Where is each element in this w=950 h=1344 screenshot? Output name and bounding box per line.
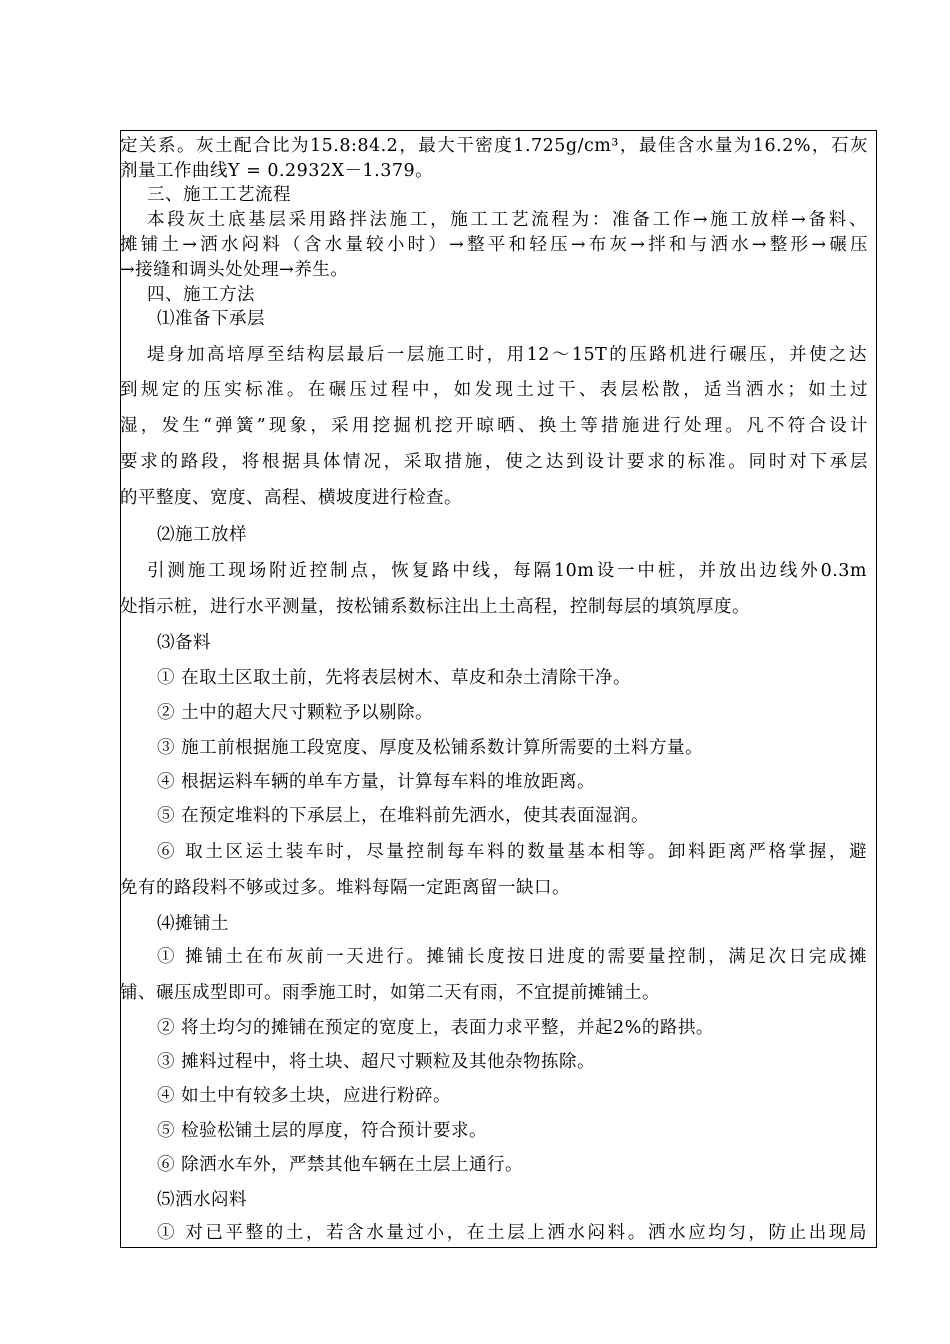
text-line: →接缝和调头处处理→养生。 bbox=[120, 260, 349, 280]
list-item: ④ 如土中有较多土块，应进行粉碎。 bbox=[157, 1086, 452, 1106]
text-line: 摊铺土→洒水闷料（含水量较小时）→整平和轻压→布灰→拌和与洒水→整形→碾压 bbox=[120, 235, 868, 255]
subsection-heading: ⑵施工放样 bbox=[157, 525, 247, 545]
text-line: 堤身加高培厚至结构层最后一层施工时，用12～15T的压路机进行碾压，并使之达 bbox=[147, 345, 867, 365]
list-item: ③ 摊料过程中，将土块、超尺寸颗粒及其他杂物拣除。 bbox=[157, 1052, 596, 1072]
subsection-heading: ⑸洒水闷料 bbox=[157, 1190, 247, 1210]
subsection-heading: ⑷摊铺土 bbox=[157, 914, 229, 934]
subsection-heading: ⑶备料 bbox=[157, 633, 211, 653]
list-item: ③ 施工前根据施工段宽度、厚度及松铺系数计算所需要的土料方量。 bbox=[157, 738, 704, 758]
text-line: 湿，发生“弹簧”现象，采用挖掘机挖开晾晒、换土等措施进行处理。凡不符合设计 bbox=[120, 416, 868, 436]
text-line: 处指示桩，进行水平测量，按松铺系数标注出上土高程，控制每层的填筑厚度。 bbox=[120, 597, 750, 617]
list-item: ⑤ 检验松铺土层的厚度，符合预计要求。 bbox=[157, 1121, 488, 1141]
text-line: 定关系。灰土配合比为15.8:84.2，最大干密度1.725g/cm³，最佳含水量为16.2%，石灰 bbox=[120, 136, 868, 156]
section-heading: 四、施工方法 bbox=[147, 285, 255, 305]
text-line: 剂量工作曲线Y = 0.2932X－1.379。 bbox=[120, 161, 434, 181]
list-item: ① 在取土区取土前，先将表层树木、草皮和杂土清除干净。 bbox=[157, 668, 632, 688]
list-item: ⑥ 取土区运土装车时，尽量控制每车料的数量基本相等。卸料距离严格掌握，避 bbox=[157, 842, 867, 862]
section-heading: 三、施工工艺流程 bbox=[147, 185, 291, 205]
list-item: ⑥ 除洒水车外，严禁其他车辆在土层上通行。 bbox=[157, 1155, 524, 1175]
text-line: 引测施工现场附近控制点，恢复路中线，每隔10m设一中桩，并放出边线外0.3m bbox=[147, 561, 867, 581]
text-line: 免有的路段料不够或过多。堆料每隔一定距离留一缺口。 bbox=[120, 878, 570, 898]
list-item: ② 土中的超大尺寸颗粒予以剔除。 bbox=[157, 703, 434, 723]
list-item: ② 将土均匀的摊铺在预定的宽度上，表面力求平整，并起2%的路拱。 bbox=[157, 1018, 714, 1038]
text-line: 铺、碾压成型即可。雨季施工时，如第二天有雨，不宜提前摊铺土。 bbox=[120, 983, 660, 1003]
list-item: ① 摊铺土在布灰前一天进行。摊铺长度按日进度的需要量控制，满足次日完成摊 bbox=[157, 947, 867, 967]
list-item: ⑤ 在预定堆料的下承层上，在堆料前先洒水，使其表面湿润。 bbox=[157, 806, 650, 826]
list-item: ④ 根据运料车辆的单车方量，计算每车料的堆放距离。 bbox=[157, 772, 596, 792]
subsection-heading: ⑴准备下承层 bbox=[157, 309, 265, 329]
text-line: 本段灰土底基层采用路拌法施工，施工工艺流程为：准备工作→施工放样→备料、 bbox=[147, 210, 867, 230]
text-line: 到规定的压实标准。在碾压过程中，如发现土过干、表层松散，适当洒水；如土过 bbox=[120, 380, 868, 400]
text-line: 的平整度、宽度、高程、横坡度进行检查。 bbox=[120, 488, 462, 508]
list-item: ① 对已平整的土，若含水量过小，在土层上洒水闷料。洒水应均匀，防止出现局 bbox=[157, 1223, 867, 1243]
text-line: 要求的路段，将根据具体情况，采取措施，使之达到设计要求的标准。同时对下承层 bbox=[120, 452, 868, 472]
